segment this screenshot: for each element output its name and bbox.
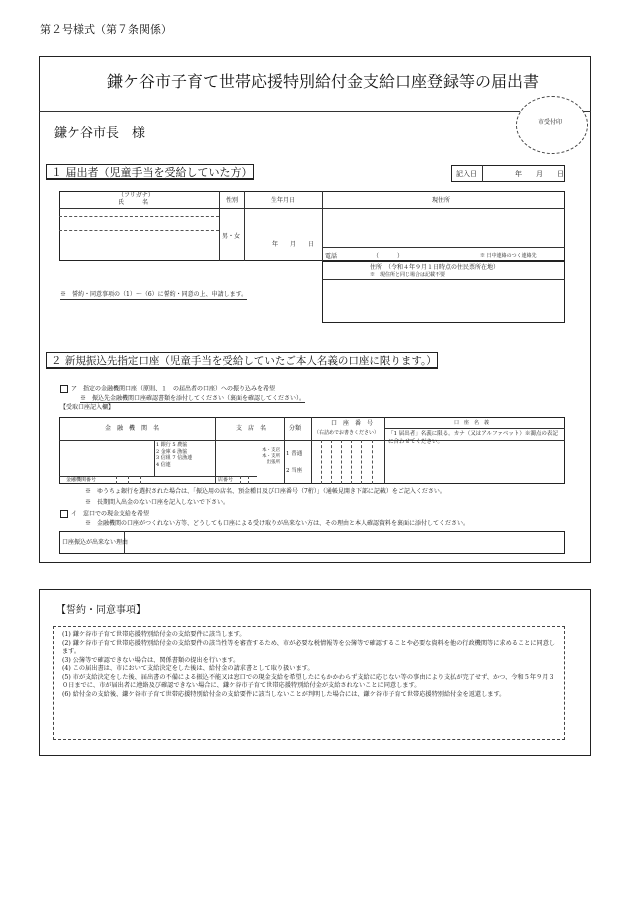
holder-note: 「1 届出者」名義に限る。カナ（又はアルファベット）※濁点の表記に合わせてください。 xyxy=(388,431,558,445)
col-account: 口 座 番 号 xyxy=(331,420,374,427)
birthdate-value: 年 月 日 xyxy=(272,241,315,248)
birthdate-label: 生年月日 xyxy=(271,197,296,204)
gender-value[interactable]: 男・女 xyxy=(222,233,241,240)
pledge-items-box xyxy=(53,626,565,740)
bank-type-7[interactable]: 7 信漁連 xyxy=(172,455,193,461)
form-number: 第２号様式（第７条関係） xyxy=(40,23,172,36)
stamp-label: 市受付印 xyxy=(538,119,563,126)
bank-type-3[interactable]: 3 信組 xyxy=(156,455,171,461)
option-a-checkbox[interactable] xyxy=(60,385,68,393)
col-holder: 口 座 名 義 xyxy=(454,420,490,426)
pledge-item-5: (5) 市が支給決定をした後、届出書の不備による振込不能又は窓口での現金支給を希望したにもかかわらず支給に応じない等の事由により支払が完了せず、かつ、令和５年９月３０日までに、市が届出者に連絡及び確認できない場合に、鎌ケ谷市子育て世帯応援特別給付金が支給されないことに同意します。 xyxy=(62,673,555,690)
pledge-item-6: (6) 給付金の支給後、鎌ケ谷市子育て世帯応援特別給付金の支給要件に該当しないことが判明した場合には、鎌ケ谷市子育て世帯応援特別給付金を返還します。 xyxy=(62,690,506,698)
bank-type-2[interactable]: 2 金庫 xyxy=(156,448,171,455)
page-title: 鎌ケ谷市子育て世帯応援特別給付金支給口座登録等の届出書 xyxy=(107,72,540,91)
bank-type-1[interactable]: 1 銀行 xyxy=(156,442,171,448)
pledge-line: ※ 誓約・同意事項の（1）～（6）に誓約・同意の上、申請します。 xyxy=(60,291,248,298)
option-b-label: イ 窓口での現金支給を希望 xyxy=(71,510,150,518)
phone-label: 電話 xyxy=(325,253,338,260)
addressee: 鎌ケ谷市長 様 xyxy=(54,126,146,141)
date-label: 記入日 xyxy=(456,170,477,178)
bank-type-4[interactable]: 4 信連 xyxy=(156,461,171,468)
section1-heading: １ 届出者（児童手当を受給していた方） xyxy=(51,166,253,179)
residence-note: ※ 現住所と同じ場合は記載不要 xyxy=(370,272,446,278)
branch-type-3[interactable]: 出張所 xyxy=(266,459,280,465)
account-type-2[interactable]: 2 当座 xyxy=(286,468,303,474)
phone-note: ※ 日中連絡のつく連絡先 xyxy=(480,253,537,259)
account-type-1[interactable]: 1 普通 xyxy=(286,451,303,457)
pledge-item-3: (3) 公簿等で確認できない場合は、関係書類の提出を行います。 xyxy=(62,656,240,664)
furigana-label: （フリガナ） xyxy=(118,192,154,199)
pledge-heading: 【誓約・同意事項】 xyxy=(56,605,146,616)
phone-parens: （ ） xyxy=(373,253,404,260)
pledge-item-2: (2) 鎌ケ谷市子育て世帯応援特別給付金の支給要件の該当性等を審査するため、市が必要な税情報等を公簿等で確認することや必要な資料を他の行政機関等に求めることに同意します。 xyxy=(62,639,556,656)
account-caption: 【受取口座記入欄】 xyxy=(60,404,115,411)
branch-code-label: 店番号 xyxy=(218,477,234,483)
name-label: 氏 名 xyxy=(118,199,149,206)
bank-type-6[interactable]: 6 漁協 xyxy=(172,448,188,455)
branch-type-1[interactable]: 本・支店 xyxy=(262,448,280,453)
reason-box[interactable] xyxy=(59,531,565,554)
branch-type-2[interactable]: 本・支所 xyxy=(262,453,280,459)
pledge-item-1: (1) 鎌ケ谷市子育て世帯応援特別給付金の支給要件に該当します。 xyxy=(62,631,246,638)
option-a-note: ※ 振込先金融機関口座確認書類を添付してください（裏面を確認してください）。 xyxy=(80,395,306,402)
option-a-label: ア 指定の金融機関口座（原則、１ の届出者の口座）への振り込みを希望 xyxy=(71,385,276,393)
long-term-note: ※ 長期間入出金のない口座を記入しないで下さい。 xyxy=(85,499,230,506)
option-b-note: ※ 金融機関の口座がつくれない方等、どうしても口座による受け取りが出来ない方は、その理由と本人確認資料を裏面に添付してください。 xyxy=(85,520,470,527)
gender-label: 性別 xyxy=(226,197,239,204)
col-branch: 支 店 名 xyxy=(236,425,267,432)
bank-type-5[interactable]: 5 農協 xyxy=(172,442,188,448)
option-b-checkbox[interactable] xyxy=(60,510,68,518)
yucho-note: ※ ゆうちょ銀行を選択された場合は、「振込用の店名、預金種目及び口座番号（7桁）」（通帳見開き下部に記載）をご記入ください。 xyxy=(85,488,446,495)
col-type: 分類 xyxy=(289,425,302,432)
residence-label: 住所 （令和４年９月１日時点の住民票所在地） xyxy=(370,264,500,271)
reason-label: 口座振込が出来ない理由 xyxy=(62,539,129,546)
section2-heading: ２ 新規振込先指定口座（児童手当を受給していたご本人名義の口座に限ります。） xyxy=(51,355,437,367)
bank-code-label: 金融機関番号 xyxy=(66,477,97,483)
col-bank: 金 融 機 関 名 xyxy=(105,425,160,432)
pledge-item-4: (4) この届出書は、市において支給決定をした後は、給付金の請求書として取り扱います。 xyxy=(62,665,314,673)
address-label: 現住所 xyxy=(432,197,451,204)
date-value: 年 月 日 xyxy=(515,170,564,178)
col-account-sub: （右詰めでお書きください） xyxy=(314,430,380,436)
